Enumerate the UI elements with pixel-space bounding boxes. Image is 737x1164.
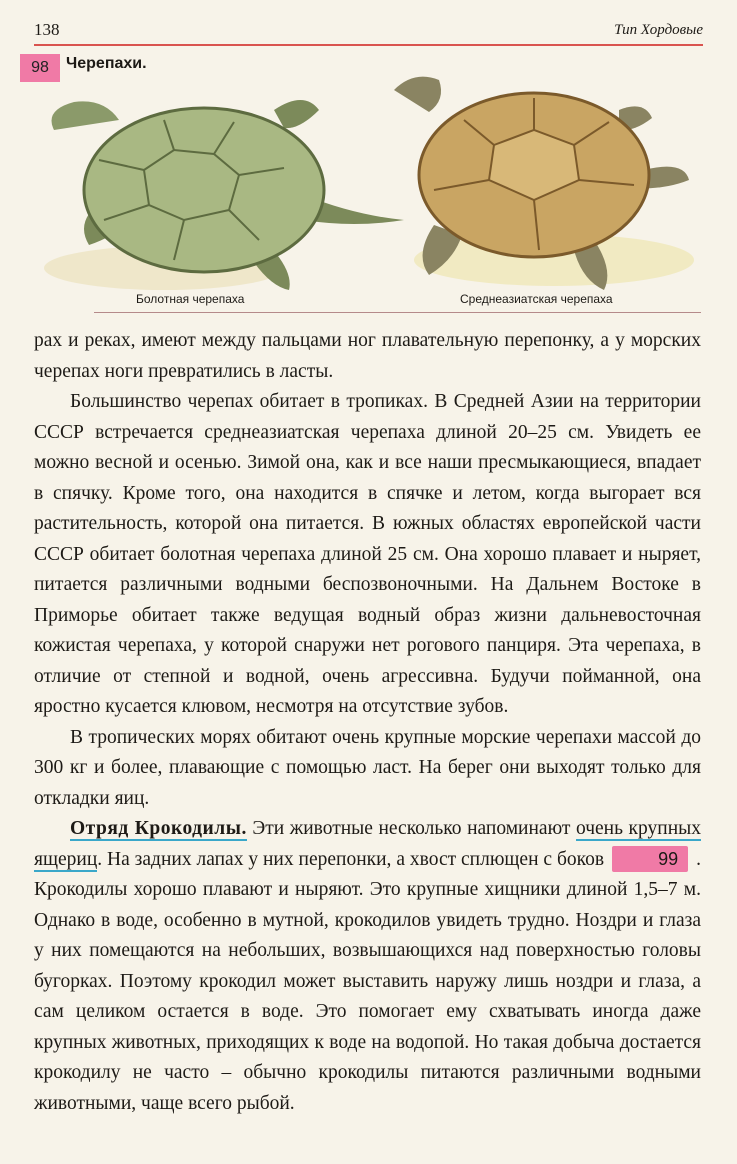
turtle-illustration [34,50,701,314]
figure-reference-badge: 99 [612,846,688,872]
running-title: Тип Хордовые [614,22,703,38]
paragraph-4 [34,814,701,1119]
header-rule [34,44,703,46]
figure-title: Черепахи. [66,55,147,72]
paragraph-4-part-d: . Крокодилы хорошо плавают и ныряют. Это крупные хищники длиной 1,5–7 м. Однако в воде, особенно в мутной, крокодилов увидеть трудно. Ноздри и глаза у них помещаются на небольших, возвышающихся над поверхностью головы бугорках. Поэтому крокодил может выставить наружу лишь ноздри и глаза, а сам целиком остается в воде. Это помогает ему схватывать иногда даже крупных животных, приходящих к воде на водопой. Но такая добыча достается крокодилу не часто – обычно крокодилы питаются различными водными животными, чаще всего рыбой. [34,848,701,1114]
figure-turtles [31,50,701,314]
paragraph-4-part-c: . На задних лапах у них перепонки, а хвост сплющен с боков [97,848,605,870]
paragraph-4-part-a: Эти животные несколько напоминают [246,818,576,839]
page-number: 138 [34,20,60,39]
caption-pond-turtle: Болотная черепаха [136,292,245,306]
paragraph-1: рах и реках, имеют между пальцами ног плавательную перепонку, а у морских черепах ноги превратились в ласты. [34,330,701,382]
caption-central-asian-tortoise: Среднеазиатская черепаха [460,292,613,306]
section-heading-crocodiles: Отряд Крокодилы. [70,818,247,839]
paragraph-2: Большинство черепах обитает в тропиках. В Средней Азии на территории СССР встречается среднеазиатская черепаха длиной 20–25 см. Увидеть ее можно весной и осенью. Зимой она, как и все наши пресмыкающиеся, впадает в спячку. Кроме того, она находится в спячке и летом, когда выгорает вся растительность, которой она питается. В южных областях европейской части СССР обитает болотная черепаха длиной 25 см. Она хорошо плавает и ныряет, питается различными водными беспозвоночными. На Дальнем Востоке в Приморье обитает также ведущая водный образ жизни дальневосточная кожистая черепаха, у которой снаружи нет рогового панциря. Эта черепаха, в отличие от степной и водной, очень агрессивна. Будучи пойманной, она яростно кусается клювом, несмотря на отсутствие зубов. [34,391,701,717]
paragraph-3: В тропических морях обитают очень крупные морские черепахи массой до 300 кг и более, плавающие с помощью ласт. На берег они выходят только для откладки яиц. [34,726,701,809]
figure-number-badge: 98 [20,54,60,82]
figure-rule [94,312,701,313]
page-header [34,20,703,46]
body-text [34,326,701,1119]
paragraph-4-highlight: очень крупных ящериц [34,818,701,870]
